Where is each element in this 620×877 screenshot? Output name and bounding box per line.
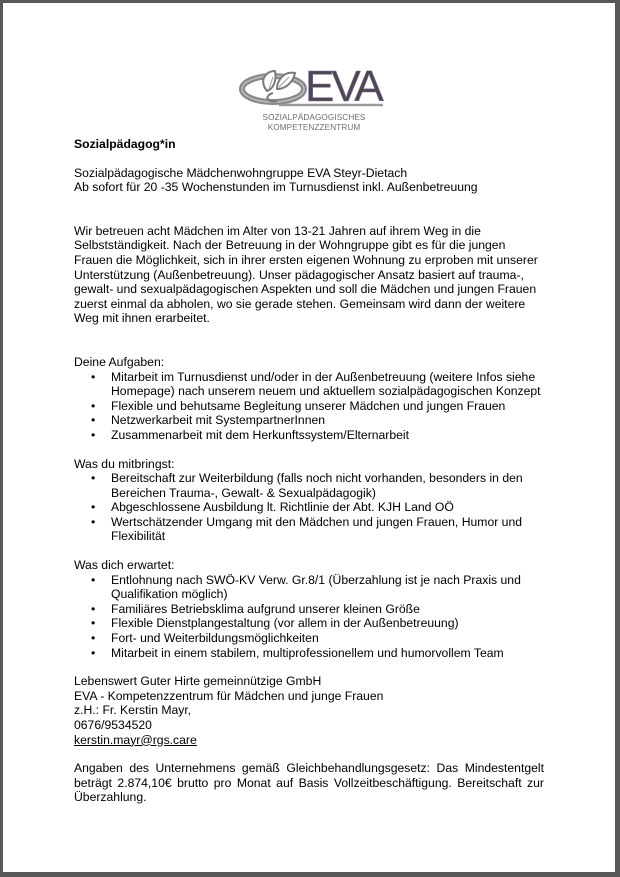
task-list bbox=[74, 370, 544, 443]
list-item: • Mitarbeit im Turnusdienst und/oder in der Außenbetreuung (weitere Infos siehe Homepage) nach unserem neuem und aktuellem sozialpädagogischen Konzept bbox=[74, 370, 544, 399]
logo-subtitle-line1: SOZIALPÄDAGOGISCHES bbox=[262, 113, 366, 122]
contact-attention: z.H.: Fr. Kerstin Mayr, bbox=[74, 703, 192, 718]
job-title: Sozialpädagog*in bbox=[74, 137, 176, 151]
list-item: • Flexible Dienstplangestaltung (vor allem in der Außenbetreuung) bbox=[74, 616, 544, 631]
list-item: • Bereitschaft zur Weiterbildung (falls noch nicht vorhanden, besonders in den Bereichen Trauma-, Gewalt- & Sexualpädagogik) bbox=[74, 471, 544, 500]
section-heading: Deine Aufgaben: bbox=[74, 354, 165, 369]
job-posting bbox=[74, 137, 544, 805]
section-tasks bbox=[74, 355, 544, 443]
eva-logo-graphic bbox=[239, 59, 389, 113]
list-item: • Entlohnung nach SWÖ-KV Verw. Gr.8/1 (Überzahlung ist je nach Praxis und Qualifikation möglich) bbox=[74, 573, 544, 602]
section-heading: Was du mitbringst: bbox=[74, 456, 175, 471]
list-item: • Netzwerkarbeit mit SystempartnerInnen bbox=[74, 413, 544, 428]
eva-logo-text: EVA bbox=[305, 62, 381, 111]
list-item: • Familiäres Betriebsklima aufgrund unserer kleinen Größe bbox=[74, 602, 544, 617]
list-item: • Abgeschlossene Ausbildung lt. Richtlinie der Abt. KJH Land OÖ bbox=[74, 500, 544, 515]
list-item: • Zusammenarbeit mit dem Herkunftssystem/Elternarbeit bbox=[74, 428, 544, 443]
document-page bbox=[3, 3, 615, 872]
list-item: • Flexible und behutsame Begleitung unserer Mädchen und jungen Frauen bbox=[74, 399, 544, 414]
logo-subtitle-line2: KOMPETENZZENTRUM bbox=[267, 123, 361, 132]
contact-phone: 0676/9534520 bbox=[74, 718, 152, 732]
contact-organization: Lebenswert Guter Hirte gemeinnützige GmbH bbox=[74, 674, 322, 689]
job-subtitle-line1: Sozialpädagogische Mädchenwohngruppe EVA Steyr-Dietach bbox=[74, 165, 408, 180]
list-item: • Mitarbeit in einem stabilem, multiprofessionellem und humorvollem Team bbox=[74, 646, 544, 661]
section-requirements bbox=[74, 457, 544, 545]
salary-notice: Angaben des Unternehmens gemäß Gleichbehandlungsgesetz: Das Mindestentgelt beträgt 2.874,10€ brutto pro Monat auf Basis Vollzeitbeschäftigung. Bereitschaft zur Überzahlung. bbox=[74, 761, 544, 805]
list-item: • Fort- und Weiterbildungsmöglichkeiten bbox=[74, 631, 544, 646]
list-item: • Wertschätzender Umgang mit den Mädchen und jungen Frauen, Humor und Flexibilität bbox=[74, 515, 544, 544]
job-subtitle-line2: Ab sofort für 20 -35 Wochenstunden im Turnusdienst inkl. Außenbetreuung bbox=[74, 180, 478, 195]
job-intro: Wir betreuen acht Mädchen im Alter von 13-21 Jahren auf ihrem Weg in die Selbstständigkeit. Nach der Betreuung in der Wohngruppe gibt es für die jungen Frauen die Möglichkeit, sich in ihrer ersten eigenen Wohnung zu erproben mit unserer Unterstützung (Außenbetreuung). Unser pädagogischer Ansatz basiert auf trauma-, gewalt- und sexualpädagogischen Aspekten und soll die Mädchen und jungen Frauen zuerst einmal da abholen, wo sie gerade stehen. Gemeinsam wird dann der weitere Weg mit ihnen erarbeitet. bbox=[74, 223, 538, 326]
section-heading: Was dich erwartet: bbox=[74, 558, 175, 573]
contact-department: EVA - Kompetenzzentrum für Mädchen und junge Frauen bbox=[74, 688, 384, 703]
logo-subtitle bbox=[239, 113, 389, 133]
benefits-list bbox=[74, 573, 544, 661]
eva-logo bbox=[239, 59, 389, 137]
section-benefits bbox=[74, 558, 544, 660]
contact-block bbox=[74, 674, 544, 747]
requirements-list bbox=[74, 471, 544, 544]
contact-email-link[interactable]: kerstin.mayr@rgs.care bbox=[74, 732, 197, 747]
